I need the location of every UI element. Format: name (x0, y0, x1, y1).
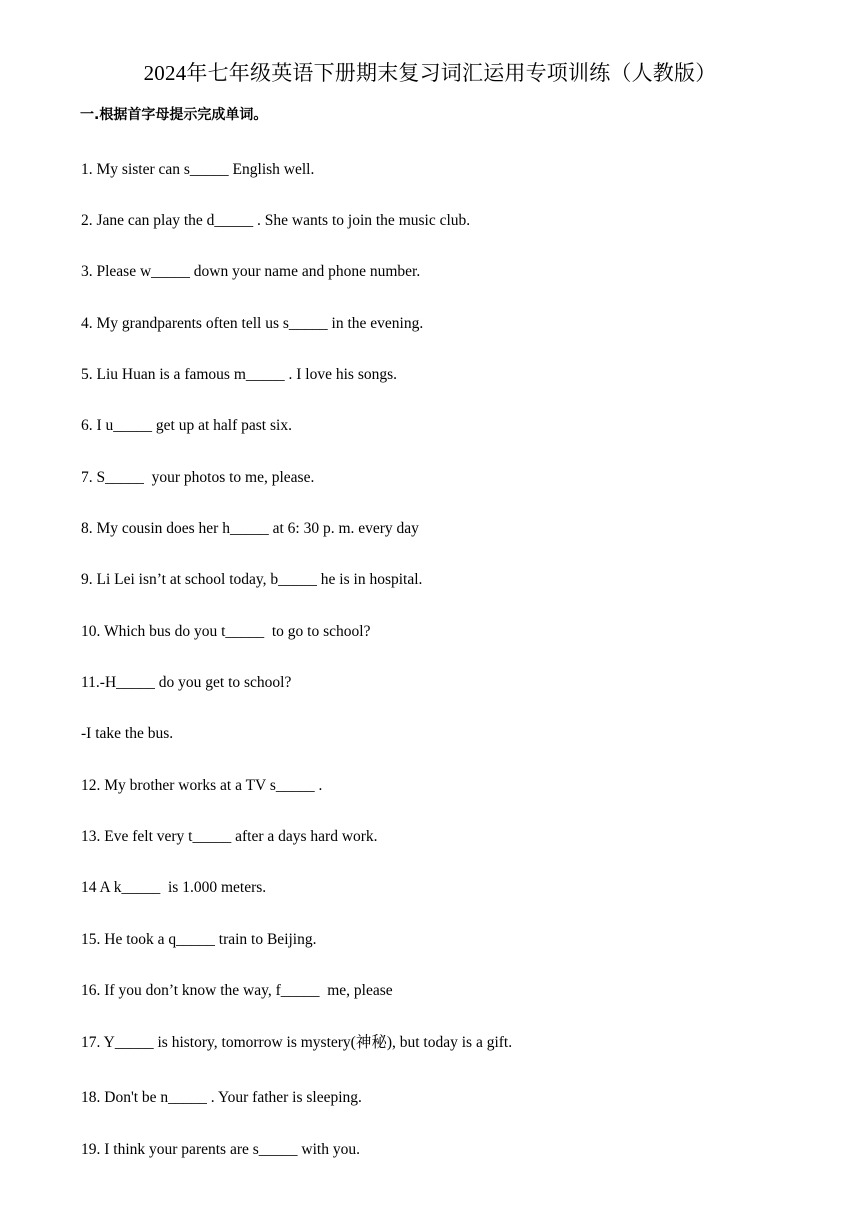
exercise-line: 16. If you don’t know the way, f_____ me, please (81, 982, 393, 999)
exercise-line: 14 A k_____ is 1.000 meters. (81, 879, 267, 896)
exercise-line: 2. Jane can play the d_____ . She wants to join the music club. (81, 212, 471, 229)
exercise-line: 6. I u_____ get up at half past six. (81, 417, 292, 434)
exercise-line: 7. S_____ your photos to me, please. (81, 469, 315, 486)
exercise-line: 13. Eve felt very t_____ after a days hard work. (81, 828, 378, 845)
exercise-line: 5. Liu Huan is a famous m_____ . I love his songs. (81, 366, 398, 383)
exercise-line: 15. He took a q_____ train to Beijing. (81, 931, 317, 948)
exercise-line: 9. Li Lei isn’t at school today, b_____ he is in hospital. (81, 571, 423, 588)
exercise-line: -I take the bus. (81, 725, 174, 742)
exercise-line: 19. I think your parents are s_____ with you. (81, 1141, 360, 1158)
exercise-line: 10. Which bus do you t_____ to go to school? (81, 623, 371, 640)
exercise-line: 1. My sister can s_____ English well. (81, 161, 315, 178)
exercise-line: 12. My brother works at a TV s_____ . (81, 777, 323, 794)
section-heading: 一.根据首字母提示完成单词。 (80, 107, 268, 123)
exercise-line: 3. Please w_____ down your name and phone number. (81, 263, 421, 280)
page-title: 2024年七年级英语下册期末复习词汇运用专项训练（人教版） (143, 61, 717, 85)
exercise-line: 8. My cousin does her h_____ at 6: 30 p. m. every day (81, 520, 419, 537)
exercise-line: 4. My grandparents often tell us s_____ in the evening. (81, 315, 424, 332)
exercise-line: 11.-H_____ do you get to school? (81, 674, 292, 691)
exercise-line: 18. Don't be n_____ . Your father is sleeping. (81, 1089, 362, 1106)
exercise-line: 17. Y_____ is history, tomorrow is mystery(神秘), but today is a gift. (81, 1034, 513, 1051)
